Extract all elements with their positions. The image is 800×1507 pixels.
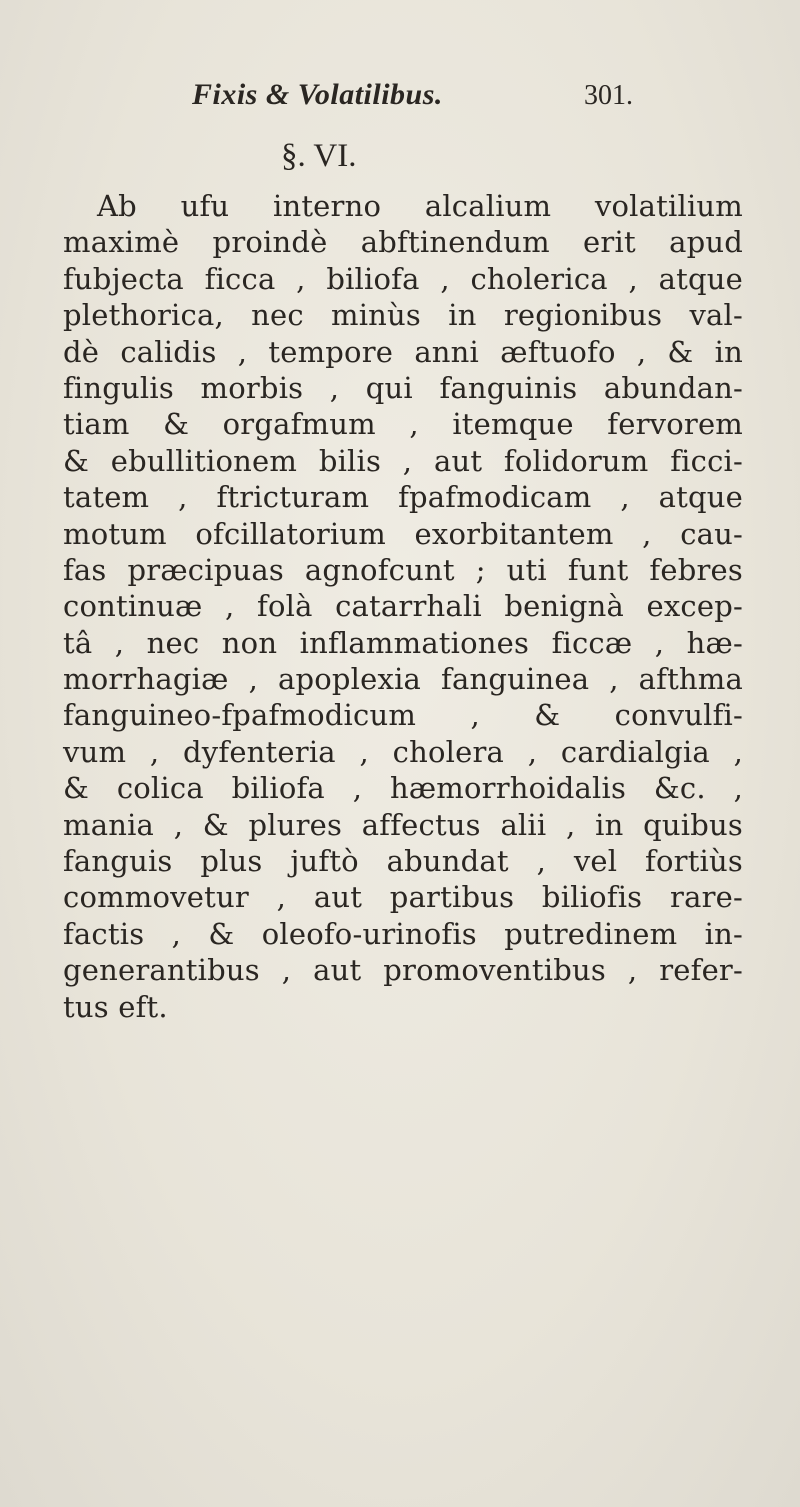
text-line: fingulis morbis , qui fanguinis abundan- — [63, 370, 743, 405]
text-line: factis , & oleofo-urinofis putredinem in- — [63, 916, 743, 951]
text-line: tiam & orgafmum , itemque fervorem — [63, 407, 743, 442]
text-line: motum ofcillatorium exorbitantem , cau- — [63, 516, 743, 551]
text-line: vum , dyfenteria , cholera , cardialgia , — [63, 734, 743, 769]
text-line: & colica biliofa , hæmorrhoidalis &c. , — [63, 771, 743, 806]
text-line: tâ , nec non inflammationes ficcæ , hæ- — [63, 625, 743, 660]
text-line: generantibus , aut promoventibus , refer- — [63, 953, 743, 988]
text-line: tatem , ftricturam fpafmodicam , atque — [63, 480, 743, 515]
text-line: fanguineo-fpafmodicum , & convulfi- — [63, 698, 743, 733]
running-head: Fixis & Volatilibus. — [192, 78, 443, 111]
text-line: continuæ , folà catarrhali benignà excep- — [63, 589, 743, 624]
text-line: fas præcipuas agnofcunt ; uti funt febres — [63, 552, 743, 587]
text-line: commovetur , aut partibus biliofis rare- — [63, 880, 743, 915]
text-line: fanguis plus juftò abundat , vel fortiùs — [63, 844, 743, 879]
page-header — [0, 78, 800, 118]
text-line: fubjecta ficca , biliofa , cholerica , atque — [63, 261, 743, 296]
section-heading: §. VI. — [281, 138, 357, 174]
text-line: maximè proindè abftinendum erit apud — [63, 225, 743, 260]
text-line: tus eft. — [63, 989, 168, 1024]
body-text — [63, 188, 743, 1025]
page-number: 301. — [584, 80, 633, 111]
text-line: Ab ufu interno alcalium volatilium — [97, 189, 743, 223]
text-line: plethorica, nec minùs in regionibus val- — [63, 298, 743, 333]
text-line: & ebullitionem bilis , aut folidorum ficci- — [63, 443, 743, 478]
text-line: dè calidis , tempore anni æftuofo , & in — [63, 334, 743, 369]
text-line: mania , & plures affectus alii , in quibus — [63, 807, 743, 842]
text-line: morrhagiæ , apoplexia fanguinea , afthma — [63, 662, 743, 697]
